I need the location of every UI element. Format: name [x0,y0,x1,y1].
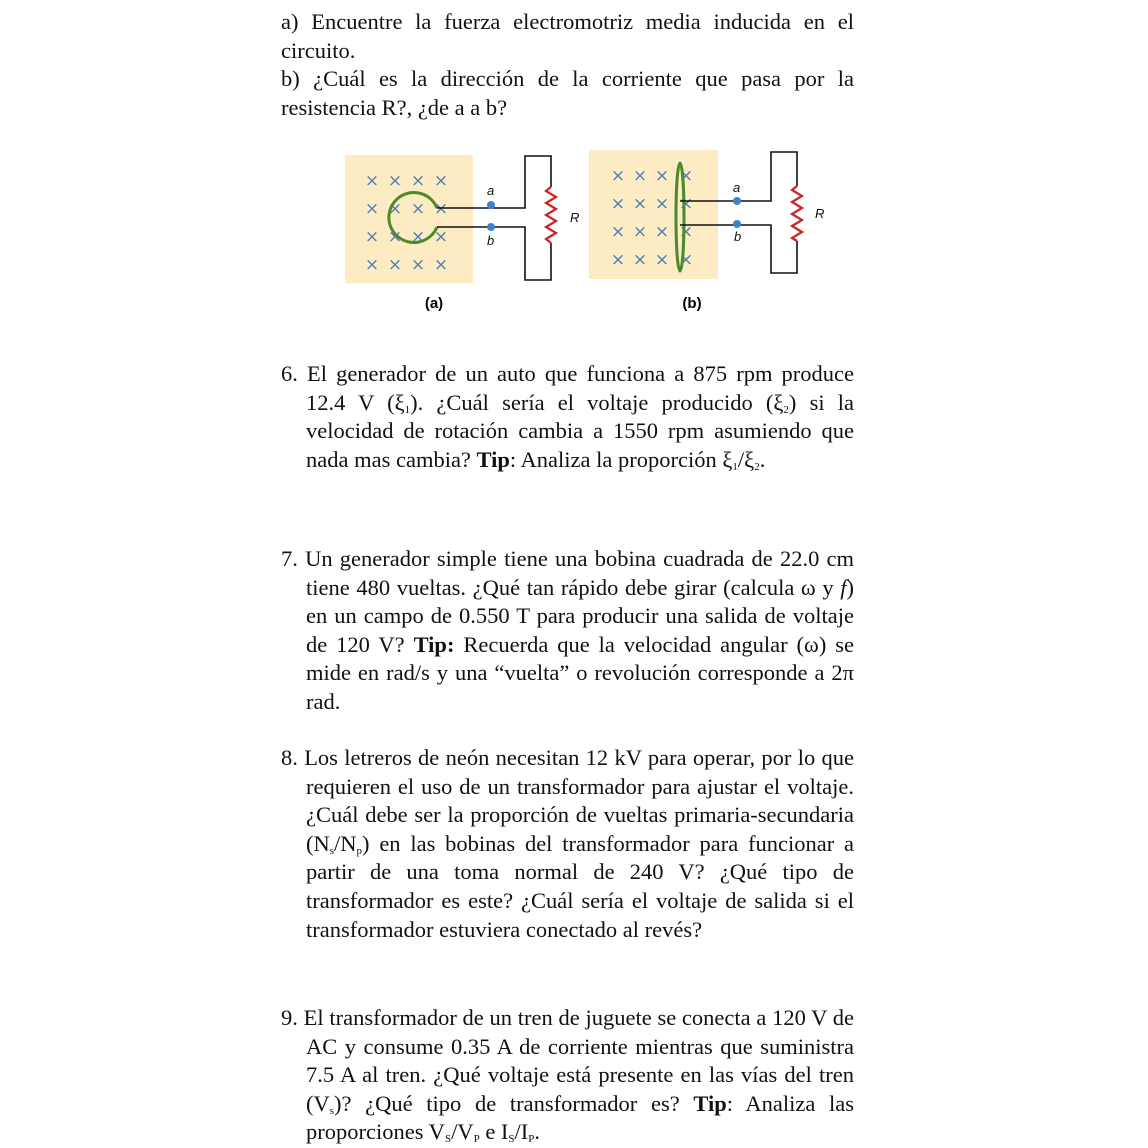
point-b-dot-b [733,220,741,228]
svg-text:×: × [364,255,380,275]
svg-text:×: × [632,166,648,186]
tip-label: Tip: [413,631,455,657]
svg-text:×: × [410,171,426,191]
resistor-a [546,187,556,243]
question-6 [281,360,854,474]
label-a-b: a [733,180,741,195]
resistor-b [792,186,802,241]
svg-text:×: × [433,171,449,191]
svg-text:×: × [632,194,648,214]
svg-text:×: × [387,171,403,191]
question-7-text: 7. Un generador simple tiene una bobina cuadrada de 22.0 cm tiene 480 vueltas. ¿Qué tan rápido debe girar (calcula ω y f) en un campo de 0.550 T para producir una salida de voltaje de 120 V? Tip: Recuerda que la velocidad angular (ω) se mide en rad/s y una “vuelta” o revolución corresponde a 2π rad. [281,546,855,714]
svg-text:×: × [654,222,670,242]
svg-text:×: × [410,227,426,247]
svg-text:×: × [632,222,648,242]
question-b: b) ¿Cuál es la dirección de la corriente que pasa por la resistencia R?, ¿de a a b? [281,66,854,120]
caption-b: (b) [682,295,702,312]
question-8-text: 8. Los letreros de neón necesitan 12 kV para operar, por lo que requieren el uso de un transformador para ajustar el voltaje. ¿Cuál debe ser la proporción de vueltas primaria-secundaria $(N_s/N_p)$ en las bobinas del transformador para funcionar a partir de una toma normal de 240 V? ¿Qué tipo de transformador es este? ¿Cuál sería el voltaje de salida si el transformador estuviera conectado al revés? [281,745,854,942]
svg-text:×: × [433,199,449,219]
circuit-figure [330,140,850,325]
svg-text:×: × [364,199,380,219]
panel-b [589,150,824,312]
question-7 [281,545,854,717]
svg-text:×: × [610,194,626,214]
label-b: b [487,233,495,248]
svg-text:×: × [410,255,426,275]
label-r-b: R [815,206,825,221]
part-a-b-questions [281,8,854,122]
svg-text:×: × [610,250,626,270]
svg-text:×: × [610,222,626,242]
panel-a [345,155,579,312]
question-a: a) Encuentre la fuerza electromotriz media inducida en el circuito. [281,9,854,63]
svg-text:×: × [387,227,403,247]
question-6-text: 6. El generador de un auto que funciona a 875 rpm produce 12.4 V $(\xi_1)$. ¿Cuál sería el voltaje producido $(\xi_2)$ si la velocidad de rotación cambia a 1550 rpm asumiendo que nada mas cambia? Tip: Analiza la proporción $\xi_1/\xi_2$. [281,361,855,473]
svg-text:×: × [387,255,403,275]
svg-text:×: × [387,199,403,219]
svg-text:×: × [410,199,426,219]
svg-text:×: × [433,255,449,275]
question-9 [281,1004,854,1147]
point-b-dot [487,223,495,231]
magnetic-field-region-b [589,150,718,279]
svg-text:×: × [678,166,694,186]
svg-text:×: × [654,166,670,186]
tip-label: Tip [693,1090,727,1116]
svg-text:×: × [654,250,670,270]
point-a-dot-b [733,197,741,205]
label-b-b: b [734,229,742,244]
svg-text:×: × [632,250,648,270]
label-a: a [487,183,495,198]
point-a-dot [487,201,495,209]
tip-label: Tip [476,446,510,472]
question-8 [281,744,854,944]
svg-text:×: × [364,171,380,191]
svg-text:×: × [433,227,449,247]
svg-text:×: × [654,194,670,214]
label-r: R [570,210,580,225]
svg-text:×: × [678,194,694,214]
question-9-text: 9. El transformador de un tren de juguete se conecta a 120 V de AC y consume 0.35 A de corriente mientras que suministra 7.5 A al tren. ¿Qué voltaje está presente en las vías del tren $(V_s)$? ¿Qué tipo de transformador es? Tip: Analiza las proporciones $V_S/V_P$ e $I_S/I_P$. [281,1005,854,1146]
svg-text:×: × [610,166,626,186]
svg-text:×: × [364,227,380,247]
svg-text:×: × [678,250,694,270]
svg-text:×: × [678,222,694,242]
caption-a: (a) [424,295,444,312]
